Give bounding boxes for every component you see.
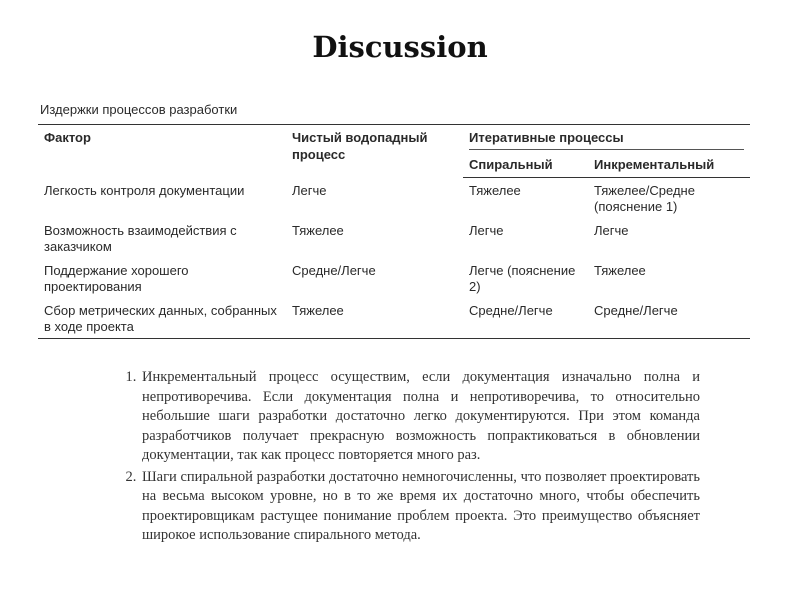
header-incremental: Инкрементальный (588, 152, 750, 178)
header-factor: Фактор (44, 130, 91, 145)
slide-title: Discussion (312, 30, 488, 64)
note-2: 2. Шаги спиральной разработки достаточно немногочисленны, что позволяет проектировать на весьма высоком уровне, но в то же время их достаточно много, чтобы обеспечить проектировщикам растущее понимание проблем проекта. Это преимущество объясняет широкое использование спирального метода. (140, 468, 700, 546)
cell-waterfall: Тяжелее (292, 223, 344, 238)
cell-spiral: Тяжелее (469, 183, 521, 198)
cell-factor: Поддержание хорошего проектирования (44, 263, 189, 294)
table-row (38, 178, 750, 219)
table-row (38, 218, 750, 258)
notes-list (116, 368, 700, 548)
table-row (38, 298, 750, 339)
cell-factor: Сбор метрических данных, собранных в ходе проекта (44, 303, 277, 334)
cost-table (38, 124, 750, 339)
cell-waterfall: Тяжелее (292, 303, 344, 318)
cell-incremental: Легче (594, 223, 629, 238)
table-row (38, 258, 750, 298)
cell-factor: Возможность взаимодействия с заказчиком (44, 223, 237, 254)
cell-spiral: Средне/Легче (469, 303, 553, 318)
cell-waterfall: Легче (292, 182, 327, 198)
cell-waterfall: Средне/Легче (292, 263, 376, 278)
cell-spiral: Легче (пояснение 2) (469, 263, 576, 294)
header-waterfall: Чистый водопадный процесс (292, 130, 428, 162)
header-iterative-label: Итеративные процессы (469, 129, 744, 150)
cell-factor: Легкость контроля документации (44, 182, 245, 198)
note-1: 1. Инкрементальный процесс осуществим, если документация изначально полна и непротиворечива. Если документация полна и непротиворечива, то относительно небольшие шаги разработки достаточно легко документируются. При этом команда разработчиков получает прекрасную возможность попрактиковаться в обновлении документации, так как процесс повторяется много раз. (140, 368, 700, 466)
header-spiral: Спиральный (463, 152, 588, 178)
header-iterative (463, 125, 750, 153)
scanned-table (38, 102, 752, 339)
cell-incremental: Тяжелее (594, 263, 646, 278)
table-caption: Издержки процессов разработки (40, 102, 238, 117)
cell-spiral: Легче (469, 223, 504, 238)
cell-incremental: Тяжелее/Средне (пояснение 1) (594, 183, 695, 214)
cell-incremental: Средне/Легче (594, 303, 678, 318)
